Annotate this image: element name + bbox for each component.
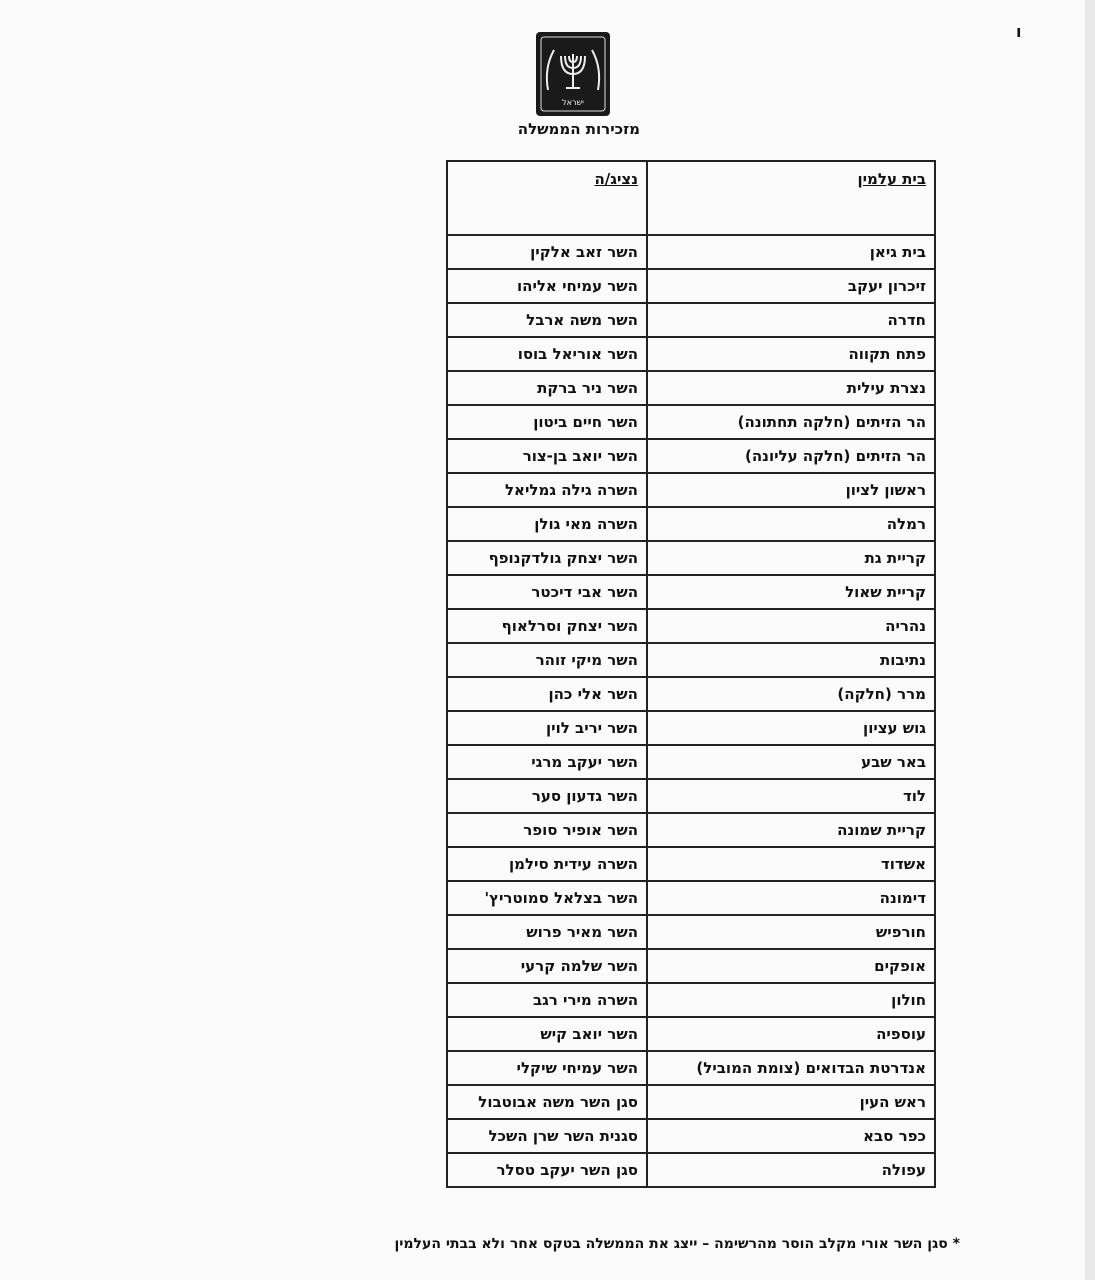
representative-cell: השר יריב לוין bbox=[447, 711, 647, 745]
table-row bbox=[447, 677, 935, 711]
cemetery-representatives-table bbox=[446, 160, 936, 1188]
cemetery-cell: קריית גת bbox=[647, 541, 935, 575]
cemetery-cell: חורפיש bbox=[647, 915, 935, 949]
table-row bbox=[447, 847, 935, 881]
cemetery-cell: זיכרון יעקב bbox=[647, 269, 935, 303]
representative-cell: השר יואב בן-צור bbox=[447, 439, 647, 473]
cemetery-cell: באר שבע bbox=[647, 745, 935, 779]
cemetery-cell: ראש העין bbox=[647, 1085, 935, 1119]
cemetery-cell: גוש עציון bbox=[647, 711, 935, 745]
table-row bbox=[447, 507, 935, 541]
representative-cell: השרה מירי רגב bbox=[447, 983, 647, 1017]
table-row bbox=[447, 1119, 935, 1153]
table-row bbox=[447, 881, 935, 915]
table-row bbox=[447, 949, 935, 983]
office-name: מזכירות הממשלה bbox=[517, 120, 640, 138]
table-row bbox=[447, 745, 935, 779]
table-row bbox=[447, 269, 935, 303]
representative-cell: השר מיקי זוהר bbox=[447, 643, 647, 677]
representative-cell: השר יצחק גולדקנופף bbox=[447, 541, 647, 575]
table-row bbox=[447, 609, 935, 643]
cemetery-cell: רמלה bbox=[647, 507, 935, 541]
table-row bbox=[447, 337, 935, 371]
cemetery-cell: קריית שמונה bbox=[647, 813, 935, 847]
table-row bbox=[447, 1017, 935, 1051]
representative-cell: השרה מאי גולן bbox=[447, 507, 647, 541]
representative-cell: השר משה ארבל bbox=[447, 303, 647, 337]
representative-cell: השר יצחק וסרלאוף bbox=[447, 609, 647, 643]
table-row bbox=[447, 575, 935, 609]
representative-cell: השר עמיחי שיקלי bbox=[447, 1051, 647, 1085]
cemetery-cell: הר הזיתים (חלקה עליונה) bbox=[647, 439, 935, 473]
cemetery-cell: אנדרטת הבדואים (צומת המוביל) bbox=[647, 1051, 935, 1085]
page-edge bbox=[1085, 0, 1095, 1280]
table-row bbox=[447, 813, 935, 847]
representative-cell: השרה גילה גמליאל bbox=[447, 473, 647, 507]
table-row bbox=[447, 371, 935, 405]
cemetery-cell: פתח תקווה bbox=[647, 337, 935, 371]
representative-cell: השר גדעון סער bbox=[447, 779, 647, 813]
representative-cell: השר אבי דיכטר bbox=[447, 575, 647, 609]
table-row bbox=[447, 711, 935, 745]
table-row bbox=[447, 779, 935, 813]
table-row bbox=[447, 439, 935, 473]
cemetery-cell: מרר (חלקה) bbox=[647, 677, 935, 711]
table-row bbox=[447, 1153, 935, 1187]
state-emblem-icon bbox=[534, 30, 612, 118]
representative-cell: השר עמיחי אליהו bbox=[447, 269, 647, 303]
cemetery-cell: חולון bbox=[647, 983, 935, 1017]
table-row bbox=[447, 405, 935, 439]
table-header-row bbox=[447, 161, 935, 235]
cemetery-cell: ראשון לציון bbox=[647, 473, 935, 507]
cemetery-cell: נהריה bbox=[647, 609, 935, 643]
representative-cell: השר שלמה קרעי bbox=[447, 949, 647, 983]
table-row bbox=[447, 303, 935, 337]
table-row bbox=[447, 1085, 935, 1119]
representative-cell: השר זאב אלקין bbox=[447, 235, 647, 269]
cemetery-cell: עפולה bbox=[647, 1153, 935, 1187]
representative-cell: השר יואב קיש bbox=[447, 1017, 647, 1051]
representative-cell: השר חיים ביטון bbox=[447, 405, 647, 439]
emblem-text: ישראל bbox=[562, 98, 584, 107]
representative-cell: השר יעקב מרגי bbox=[447, 745, 647, 779]
cemetery-cell: אופקים bbox=[647, 949, 935, 983]
representative-cell: סגנית השר שרן השכל bbox=[447, 1119, 647, 1153]
table-row bbox=[447, 473, 935, 507]
representative-cell: השרה עידית סילמן bbox=[447, 847, 647, 881]
representative-cell: השר אופיר סופר bbox=[447, 813, 647, 847]
table-row bbox=[447, 983, 935, 1017]
cemetery-cell: עוספיה bbox=[647, 1017, 935, 1051]
page-mark: ו bbox=[1016, 22, 1022, 41]
cemetery-cell: דימונה bbox=[647, 881, 935, 915]
header-cemetery: בית עלמין bbox=[647, 161, 935, 235]
cemetery-cell: כפר סבא bbox=[647, 1119, 935, 1153]
cemetery-cell: נתיבות bbox=[647, 643, 935, 677]
cemetery-cell: בית גיאן bbox=[647, 235, 935, 269]
footnote: * סגן השר אורי מקלב הוסר מהרשימה – ייצג את הממשלה בטקס אחר ולא בבתי העלמין bbox=[394, 1236, 960, 1252]
cemetery-cell: הר הזיתים (חלקה תחתונה) bbox=[647, 405, 935, 439]
cemetery-cell: אשדוד bbox=[647, 847, 935, 881]
table-row bbox=[447, 1051, 935, 1085]
representative-cell: סגן השר יעקב טסלר bbox=[447, 1153, 647, 1187]
representative-cell: השר אוריאל בוסו bbox=[447, 337, 647, 371]
table-row bbox=[447, 235, 935, 269]
table-row bbox=[447, 643, 935, 677]
table-row bbox=[447, 915, 935, 949]
representative-cell: השר אלי כהן bbox=[447, 677, 647, 711]
cemetery-cell: קריית שאול bbox=[647, 575, 935, 609]
representative-cell: השר בצלאל סמוטריץ' bbox=[447, 881, 647, 915]
cemetery-cell: חדרה bbox=[647, 303, 935, 337]
cemetery-cell: לוד bbox=[647, 779, 935, 813]
table-row bbox=[447, 541, 935, 575]
cemetery-cell: נצרת עילית bbox=[647, 371, 935, 405]
representative-cell: סגן השר משה אבוטבול bbox=[447, 1085, 647, 1119]
header-representative: נציג/ה bbox=[447, 161, 647, 235]
representative-cell: השר ניר ברקת bbox=[447, 371, 647, 405]
representative-cell: השר מאיר פרוש bbox=[447, 915, 647, 949]
